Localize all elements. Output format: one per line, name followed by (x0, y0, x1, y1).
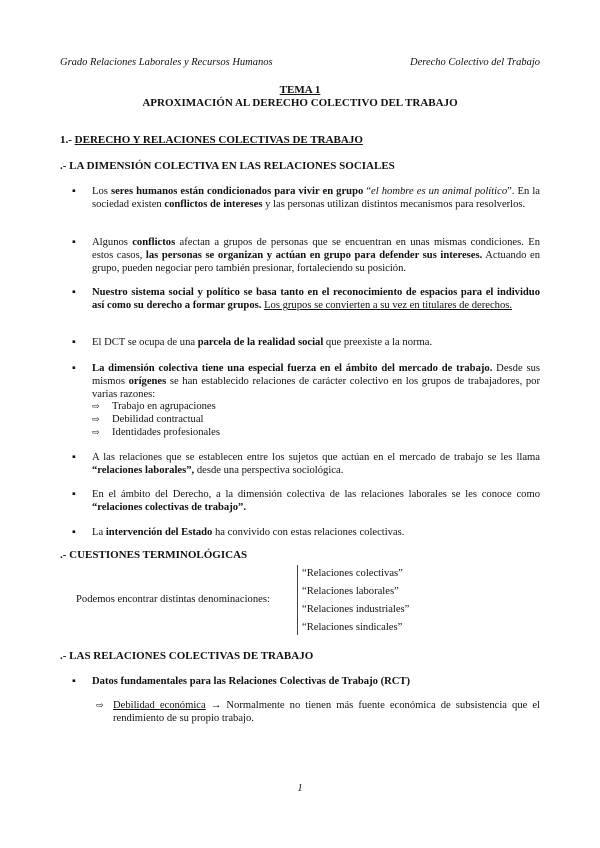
section-dimension-heading: .- LA DIMENSIÓN COLECTIVA EN LAS RELACIONES SOCIALES (60, 160, 395, 172)
bullet-dct: ▪ El DCT se ocupa de una parcela de la realidad social que preexiste a la norma. (72, 337, 433, 348)
bullet-collective-dimension: ▪ La dimensión colectiva tiene una especial fuerza en el ámbito del mercado de trabajo. Desde sus mismos orígenes se han establecido relaciones de carácter colectivo en los grupos de trabajadores, por varias razones: (72, 363, 540, 401)
bullet-icon: ▪ (72, 237, 76, 248)
bullet-icon: ▪ (72, 363, 76, 374)
section-terminology-heading: .- CUESTIONES TERMINOLÓGICAS (60, 549, 248, 561)
term-item: “Relaciones laborales” (302, 586, 399, 597)
term-item: “Relaciones colectivas” (302, 568, 403, 579)
term-item: “Relaciones sindicales” (302, 622, 403, 633)
bullet-law-scope: ▪ En el ámbito del Derecho, a la dimensión colectiva de las relaciones laborales se les conoce como “relaciones colectivas de trabajo”. (72, 489, 540, 514)
section-1-heading: 1.- DERECHO Y RELACIONES COLECTIVAS DE TRABAJO (60, 134, 363, 146)
bullet-icon: ▪ (72, 452, 76, 463)
bullet-icon: ▪ (72, 676, 76, 687)
rct-economic-weakness: ⇨ Debilidad económica → Normalmente no tienen más fuente económica de subsistencia que el rendimiento de su propio trabajo. (96, 700, 540, 725)
bullet-state-intervention: ▪ La intervención del Estado ha convivido con estas relaciones colectivas. (72, 527, 405, 538)
arrow-icon: ⇨ (96, 700, 104, 710)
bullet-conflicts: ▪ Algunos conflictos afectan a grupos de personas que se encuentran en unas mismas condiciones. En estos casos, las personas se organizan y actúan en grupo para defender sus intereses. Actuando en grupo, pueden negociar pero también presionar, fortaleciendo su posición. (72, 237, 540, 275)
topic-number: TEMA 1 (279, 84, 321, 96)
section-collective-relations-heading: .- LAS RELACIONES COLECTIVAS DE TRABAJO (60, 650, 314, 662)
bullet-human-groups: ▪ Los seres humanos están condicionados para vivir en grupo “el hombre es un animal político”. En la sociedad existen conflictos de intereses y las personas utilizan distintos mecanismos para resolverlos. (72, 186, 540, 211)
arrow-icon: ⇨ (92, 401, 100, 411)
arrow-icon: ⇨ (92, 414, 100, 424)
right-arrow-icon: → (210, 700, 222, 711)
terms-intro: Podemos encontrar distintas denominaciones: (76, 594, 270, 605)
bullet-icon: ▪ (72, 489, 76, 500)
bullet-icon: ▪ (72, 527, 76, 538)
bullet-icon: ▪ (72, 186, 76, 197)
arrow-icon: ⇨ (92, 427, 100, 437)
header-course: Grado Relaciones Laborales y Recursos Humanos (60, 57, 273, 68)
bullet-labor-relations: ▪ A las relaciones que se establecen entre los sujetos que actúan en el mercado de trabajo se les llama “relaciones laborales”, desde una perspectiva sociológica. (72, 452, 540, 477)
bullet-icon: ▪ (72, 287, 76, 298)
terms-list (297, 565, 409, 635)
page-number: 1 (297, 783, 303, 794)
term-item: “Relaciones industriales” (302, 604, 410, 615)
bullet-social-system: ▪ Nuestro sistema social y político se basa tanto en el reconocimiento de espacios para el individuo así como su derecho a formar grupos. Los grupos se convierten a su vez en titulares de derechos. (72, 287, 540, 312)
bullet-icon: ▪ (72, 337, 76, 348)
topic-title: APROXIMACIÓN AL DERECHO COLECTIVO DEL TRABAJO (142, 97, 458, 109)
header-subject: Derecho Colectivo del Trabajo (410, 57, 540, 68)
bullet-rct-data: ▪ Datos fundamentales para las Relaciones Colectivas de Trabajo (RCT) (72, 676, 410, 687)
